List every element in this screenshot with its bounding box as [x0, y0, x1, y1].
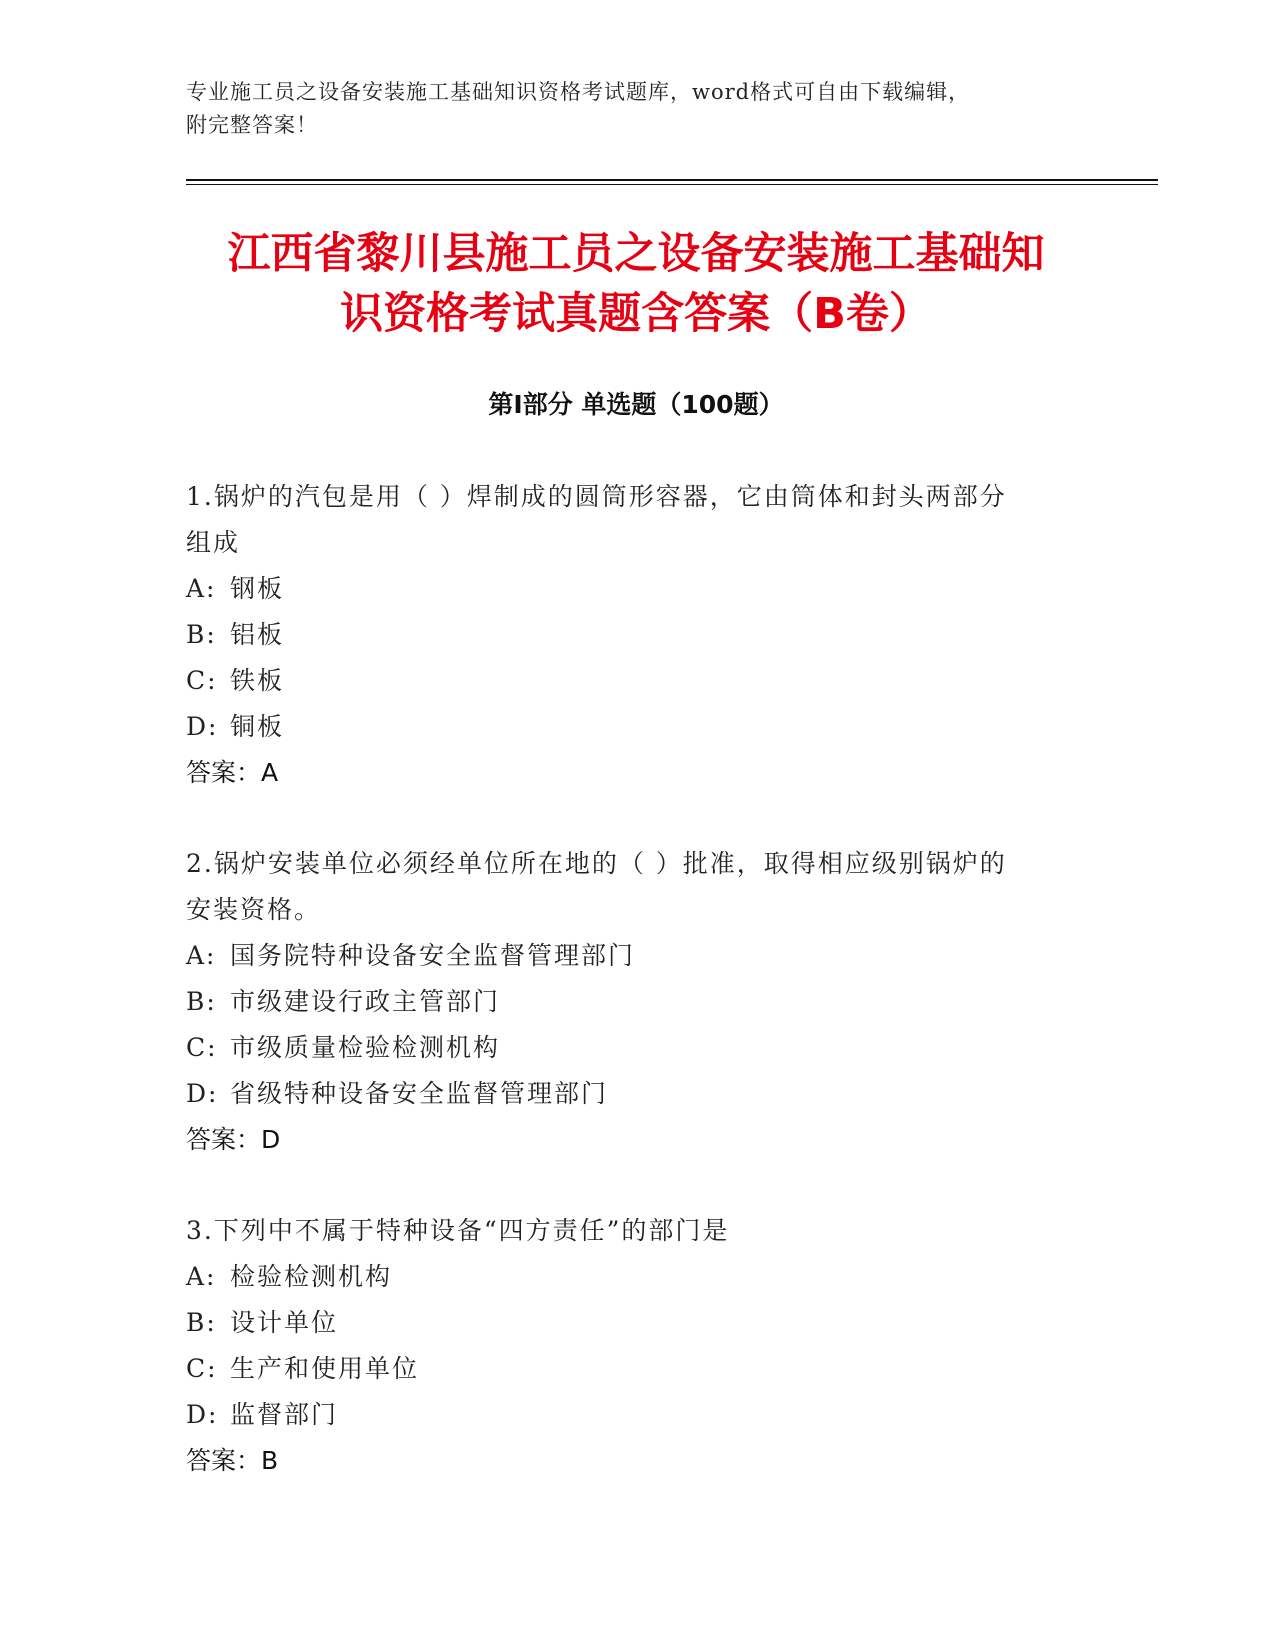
question-stem-line: 1.锅炉的汽包是用（ ）焊制成的圆筒形容器，它由筒体和封头两部分 — [186, 482, 1007, 511]
option-d — [186, 704, 1086, 750]
document-title — [186, 224, 1086, 344]
option-text: 检验检测机构 — [230, 1262, 393, 1291]
title-line: 识资格考试真题含答案（B卷） — [340, 289, 932, 339]
option-c — [186, 1346, 1086, 1392]
intro-line: 附完整答案！ — [186, 113, 318, 137]
option-text: 铜板 — [230, 712, 285, 741]
option-d — [186, 1071, 1086, 1117]
option-text: 设计单位 — [230, 1308, 339, 1337]
option-letter: D: — [186, 712, 219, 741]
option-b — [186, 612, 1086, 658]
answer-line: 答案：D — [186, 1125, 281, 1154]
header-divider-thick — [186, 179, 1158, 181]
option-letter: A: — [186, 574, 217, 603]
option-b — [186, 1300, 1086, 1346]
option-c — [186, 658, 1086, 704]
option-text: 市级质量检验检测机构 — [230, 1033, 501, 1062]
option-letter: B: — [186, 987, 217, 1016]
question-item — [186, 841, 1086, 1163]
option-letter: A: — [186, 1262, 217, 1291]
option-text: 铁板 — [230, 666, 285, 695]
question-stem-line: 2.锅炉安装单位必须经单位所在地的（ ）批准，取得相应级别锅炉的 — [186, 849, 1007, 878]
title-line: 江西省黎川县施工员之设备安装施工基础知 — [227, 229, 1045, 279]
question-stem-line: 安装资格。 — [186, 895, 322, 924]
option-letter: C: — [186, 666, 218, 695]
header-divider-thin — [186, 184, 1158, 185]
option-c — [186, 1025, 1086, 1071]
question-stem-line: 组成 — [186, 528, 241, 557]
option-d — [186, 1392, 1086, 1438]
option-text: 省级特种设备安全监督管理部门 — [230, 1079, 609, 1108]
option-b — [186, 979, 1086, 1025]
question-item — [186, 1208, 1086, 1484]
option-letter: B: — [186, 1308, 217, 1337]
option-letter: C: — [186, 1354, 218, 1383]
option-a — [186, 566, 1086, 612]
option-text: 监督部门 — [230, 1400, 339, 1429]
option-a — [186, 933, 1086, 979]
option-text: 钢板 — [230, 574, 285, 603]
question-list — [186, 474, 1086, 1529]
section-title: 第Ⅰ部分 单选题（100题） — [488, 390, 784, 419]
option-letter: B: — [186, 620, 217, 649]
intro-text — [186, 76, 1066, 142]
option-text: 国务院特种设备安全监督管理部门 — [230, 941, 636, 970]
question-stem — [186, 474, 1086, 566]
option-a — [186, 1254, 1086, 1300]
question-stem — [186, 841, 1086, 933]
option-text: 铝板 — [230, 620, 285, 649]
answer-line: 答案：A — [186, 758, 279, 787]
question-stem — [186, 1208, 1086, 1254]
question-stem-line: 3.下列中不属于特种设备“四方责任”的部门是 — [186, 1216, 730, 1245]
option-letter: D: — [186, 1079, 219, 1108]
intro-line: 专业施工员之设备安装施工基础知识资格考试题库，word格式可自由下载编辑， — [186, 80, 971, 104]
option-letter: A: — [186, 941, 217, 970]
option-letter: D: — [186, 1400, 219, 1429]
option-text: 市级建设行政主管部门 — [230, 987, 501, 1016]
option-letter: C: — [186, 1033, 218, 1062]
answer-line: 答案：B — [186, 1446, 279, 1475]
option-text: 生产和使用单位 — [230, 1354, 420, 1383]
question-item — [186, 474, 1086, 796]
